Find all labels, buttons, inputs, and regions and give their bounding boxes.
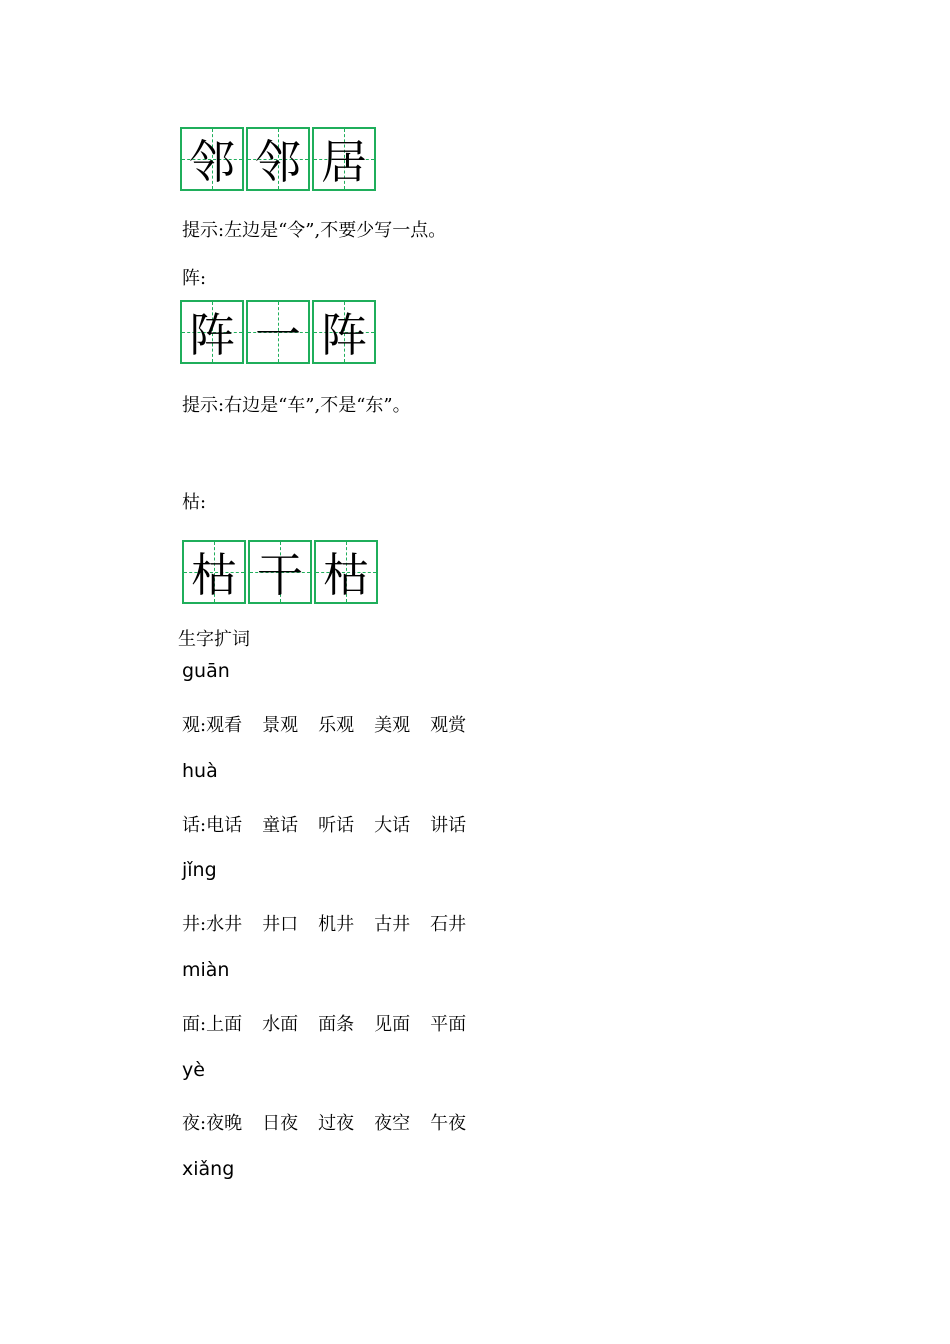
grid-char: 枯	[191, 548, 237, 602]
grid-cell	[180, 127, 244, 191]
word: 童话	[262, 815, 299, 836]
word: 机井	[318, 914, 355, 935]
word: 夜空	[374, 1113, 411, 1134]
word: 讲话	[430, 815, 467, 836]
pinyin-label: guān	[182, 660, 230, 682]
hint-text-2: 提示:右边是“车”,不是“东”。	[182, 395, 411, 416]
word: 水井	[206, 914, 243, 935]
word-list-row	[182, 910, 466, 936]
hint-text-1: 提示:左边是“令”,不要少写一点。	[182, 220, 447, 241]
grid-cell	[312, 127, 376, 191]
word: 水面	[262, 1014, 299, 1035]
word: 观赏	[430, 715, 467, 736]
char-label-2: 阵:	[182, 268, 207, 289]
grid-cell	[312, 300, 376, 364]
word-list-row	[182, 1109, 466, 1135]
char-grid-2	[180, 300, 378, 364]
word-list-row	[182, 711, 466, 737]
grid-char: 邻	[255, 135, 301, 189]
word: 石井	[430, 914, 467, 935]
grid-char: 枯	[323, 548, 369, 602]
word: 古井	[374, 914, 411, 935]
grid-cell	[314, 540, 378, 604]
entry-char: 面:	[182, 1014, 207, 1035]
word: 平面	[430, 1014, 467, 1035]
word: 电话	[206, 815, 243, 836]
word: 美观	[374, 715, 411, 736]
pinyin-label: jǐng	[182, 859, 217, 881]
word: 日夜	[262, 1113, 299, 1134]
char-grid-1	[180, 127, 378, 191]
grid-cell	[246, 127, 310, 191]
char-label-3: 枯:	[182, 492, 207, 513]
word: 乐观	[318, 715, 355, 736]
word: 午夜	[430, 1113, 467, 1134]
grid-char: 一	[255, 308, 301, 362]
pinyin-label: xiǎng	[182, 1158, 235, 1180]
entry-char: 夜:	[182, 1113, 207, 1134]
pinyin-label: yè	[182, 1059, 205, 1081]
section-title: 生字扩词	[178, 629, 250, 650]
word: 景观	[262, 715, 299, 736]
grid-cell	[180, 300, 244, 364]
entry-char: 话:	[182, 815, 207, 836]
entry-char: 井:	[182, 914, 207, 935]
word: 观看	[206, 715, 243, 736]
grid-char: 干	[257, 548, 303, 602]
word-list-row	[182, 1010, 466, 1036]
entry-char: 观:	[182, 715, 207, 736]
word: 井口	[262, 914, 299, 935]
word: 面条	[318, 1014, 355, 1035]
grid-cell	[246, 300, 310, 364]
grid-char: 居	[321, 135, 367, 189]
word: 见面	[374, 1014, 411, 1035]
word: 夜晚	[206, 1113, 243, 1134]
grid-char: 邻	[189, 135, 235, 189]
grid-cell	[182, 540, 246, 604]
char-grid-3	[182, 540, 380, 604]
pinyin-label: miàn	[182, 959, 230, 981]
grid-char: 阵	[321, 308, 367, 362]
word: 听话	[318, 815, 355, 836]
word: 大话	[374, 815, 411, 836]
grid-cell	[248, 540, 312, 604]
grid-char: 阵	[189, 308, 235, 362]
word-list-row	[182, 811, 466, 837]
word: 上面	[206, 1014, 243, 1035]
pinyin-label: huà	[182, 760, 218, 782]
word: 过夜	[318, 1113, 355, 1134]
